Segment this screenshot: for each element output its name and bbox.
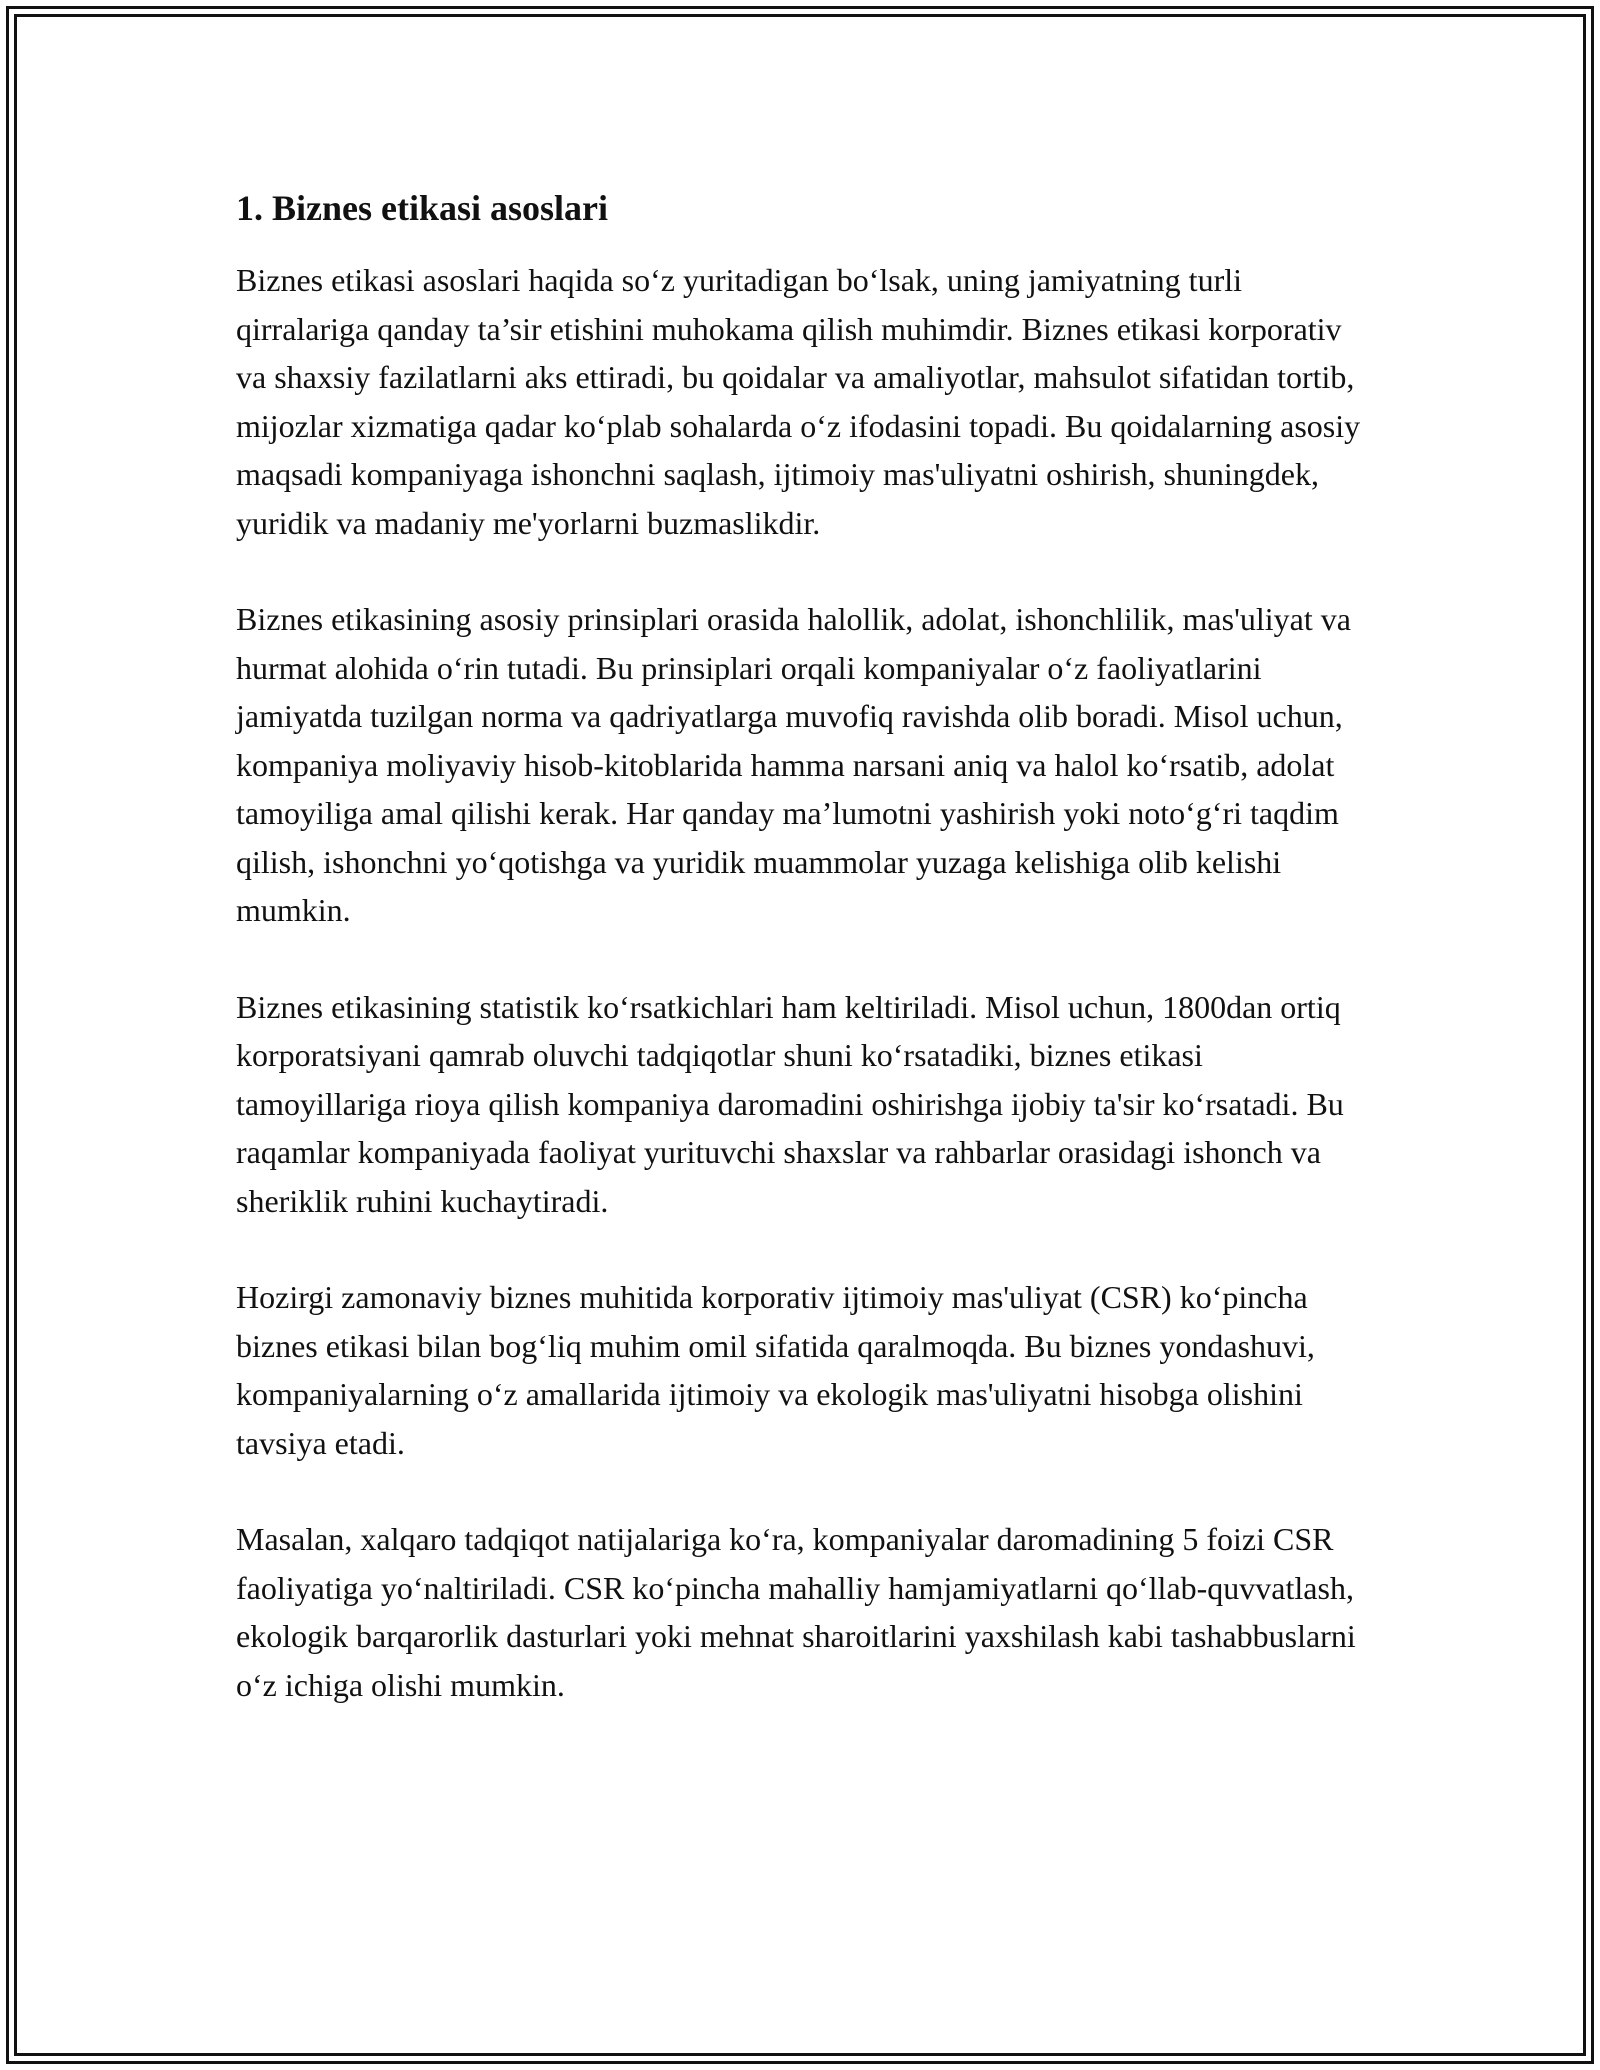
paragraph-1: Biznes etikasi asoslari haqida so‘z yuritadigan bo‘lsak, uning jamiyatning turli qirralariga qanday ta’sir etishini muhokama qilish muhimdir. Biznes etikasi korporativ va shaxsiy fazilatlarni aks ettiradi, bu qoidalar va amaliyotlar, mahsulot sifatidan tortib, mijozlar xizmatiga qadar ko‘plab sohalarda o‘z ifodasini topadi. Bu qoidalarning asosiy maqsadi kompaniyaga ishonchni saqlash, ijtimoiy mas'uliyatni oshirish, shuningdek, yuridik va madaniy me'yorlarni buzmaslikdir. — [236, 262, 1361, 541]
document-content — [236, 184, 1376, 1757]
paragraph-2: Biznes etikasining asosiy prinsiplari orasida halollik, adolat, ishonchlilik, mas'uliyat va hurmat alohida o‘rin tutadi. Bu prinsiplari orqali kompaniyalar o‘z faoliyatlarini jamiyatda tuzilgan norma va qadriyatlarga muvofiq ravishda olib boradi. Misol uchun, kompaniya moliyaviy hisob-kitoblarida hamma narsani aniq va halol ko‘rsatib, adolat tamoyiliga amal qilishi kerak. Har qanday ma’lumotni yashirish yoki noto‘g‘ri taqdim qilish, ishonchni yo‘qotishga va yuridik muammolar yuzaga kelishiga olib kelishi mumkin. — [236, 601, 1351, 928]
paragraph-4: Hozirgi zamonaviy biznes muhitida korporativ ijtimoiy mas'uliyat (CSR) ko‘pincha biznes etikasi bilan bog‘liq muhim omil sifatida qaralmoqda. Bu biznes yondashuvi, kompaniyalarning o‘z amallarida ijtimoiy va ekologik mas'uliyatni hisobga olishini tavsiya etadi. — [236, 1279, 1315, 1461]
paragraph-5: Masalan, xalqaro tadqiqot natijalariga ko‘ra, kompaniyalar daromadining 5 foizi CSR faoliyatiga yo‘naltiriladi. CSR ko‘pincha mahalliy hamjamiyatlarni qo‘llab-quvvatlash, ekologik barqarorlik dasturlari yoki mehnat sharoitlarini yaxshilash kabi tashabbuslarni o‘z ichiga olishi mumkin. — [236, 1521, 1356, 1703]
paragraph-3: Biznes etikasining statistik ko‘rsatkichlari ham keltiriladi. Misol uchun, 1800dan ortiq korporatsiyani qamrab oluvchi tadqiqotlar shuni ko‘rsatadiki, biznes etikasi tamoyillariga rioya qilish kompaniya daromadini oshirishga ijobiy ta'sir ko‘rsatadi. Bu raqamlar kompaniyada faoliyat yurituvchi shaxslar va rahbarlar orasidagi ishonch va sheriklik ruhini kuchaytiradi. — [236, 988, 1344, 1219]
section-heading: 1. Biznes etikasi asoslari — [236, 188, 609, 228]
